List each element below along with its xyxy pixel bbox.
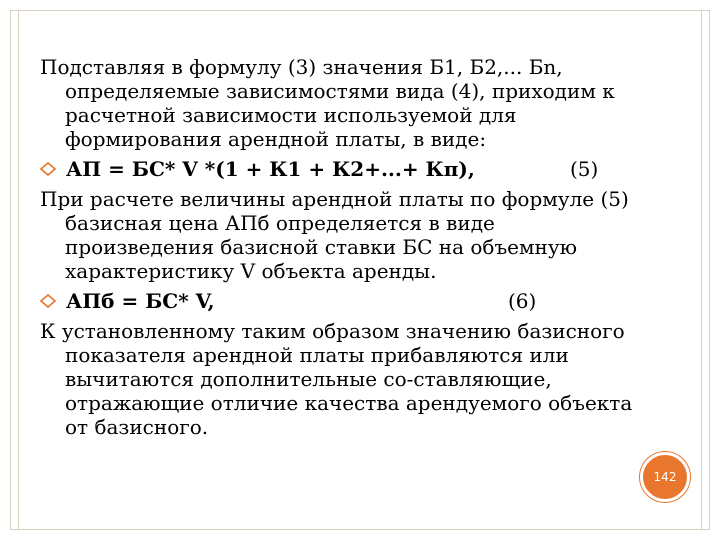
paragraph-2: При расчете величины арендной платы по формуле (5) базисная цена АПб определяется в виде произведения базисной ставки БС на объемную характеристику V объекта аренды. [40, 187, 629, 283]
diamond-bullet-icon [40, 162, 56, 176]
formula-6-number: (6) [508, 289, 537, 313]
formula-6: АПб = БС* V, [66, 289, 215, 313]
paragraph-1: Подставляя в формулу (3) значения Б1, Б2,... Бn, определяемые зависимостями вида (4), приходим к расчетной зависимости используемой для формирования арендной платы, в виде: [40, 55, 615, 151]
slide-content [40, 55, 650, 441]
diamond-bullet-icon [40, 294, 56, 308]
frame-rule-right [701, 10, 702, 530]
paragraph-3: К установленному таким образом значению базисного показателя арендной платы прибавляются или вычитаются дополнительные со-ставляющие, отражающие отличие качества арендуемого объекта от базисного. [40, 319, 633, 439]
frame-rule-left [18, 10, 19, 530]
formula-6-item [40, 285, 650, 317]
formula-5: АП = БС* V *(1 + К1 + К2+...+ Кп), [66, 157, 475, 181]
formula-5-item [40, 153, 650, 185]
formula-5-number: (5) [570, 157, 599, 181]
page-number: 142 [640, 452, 690, 502]
